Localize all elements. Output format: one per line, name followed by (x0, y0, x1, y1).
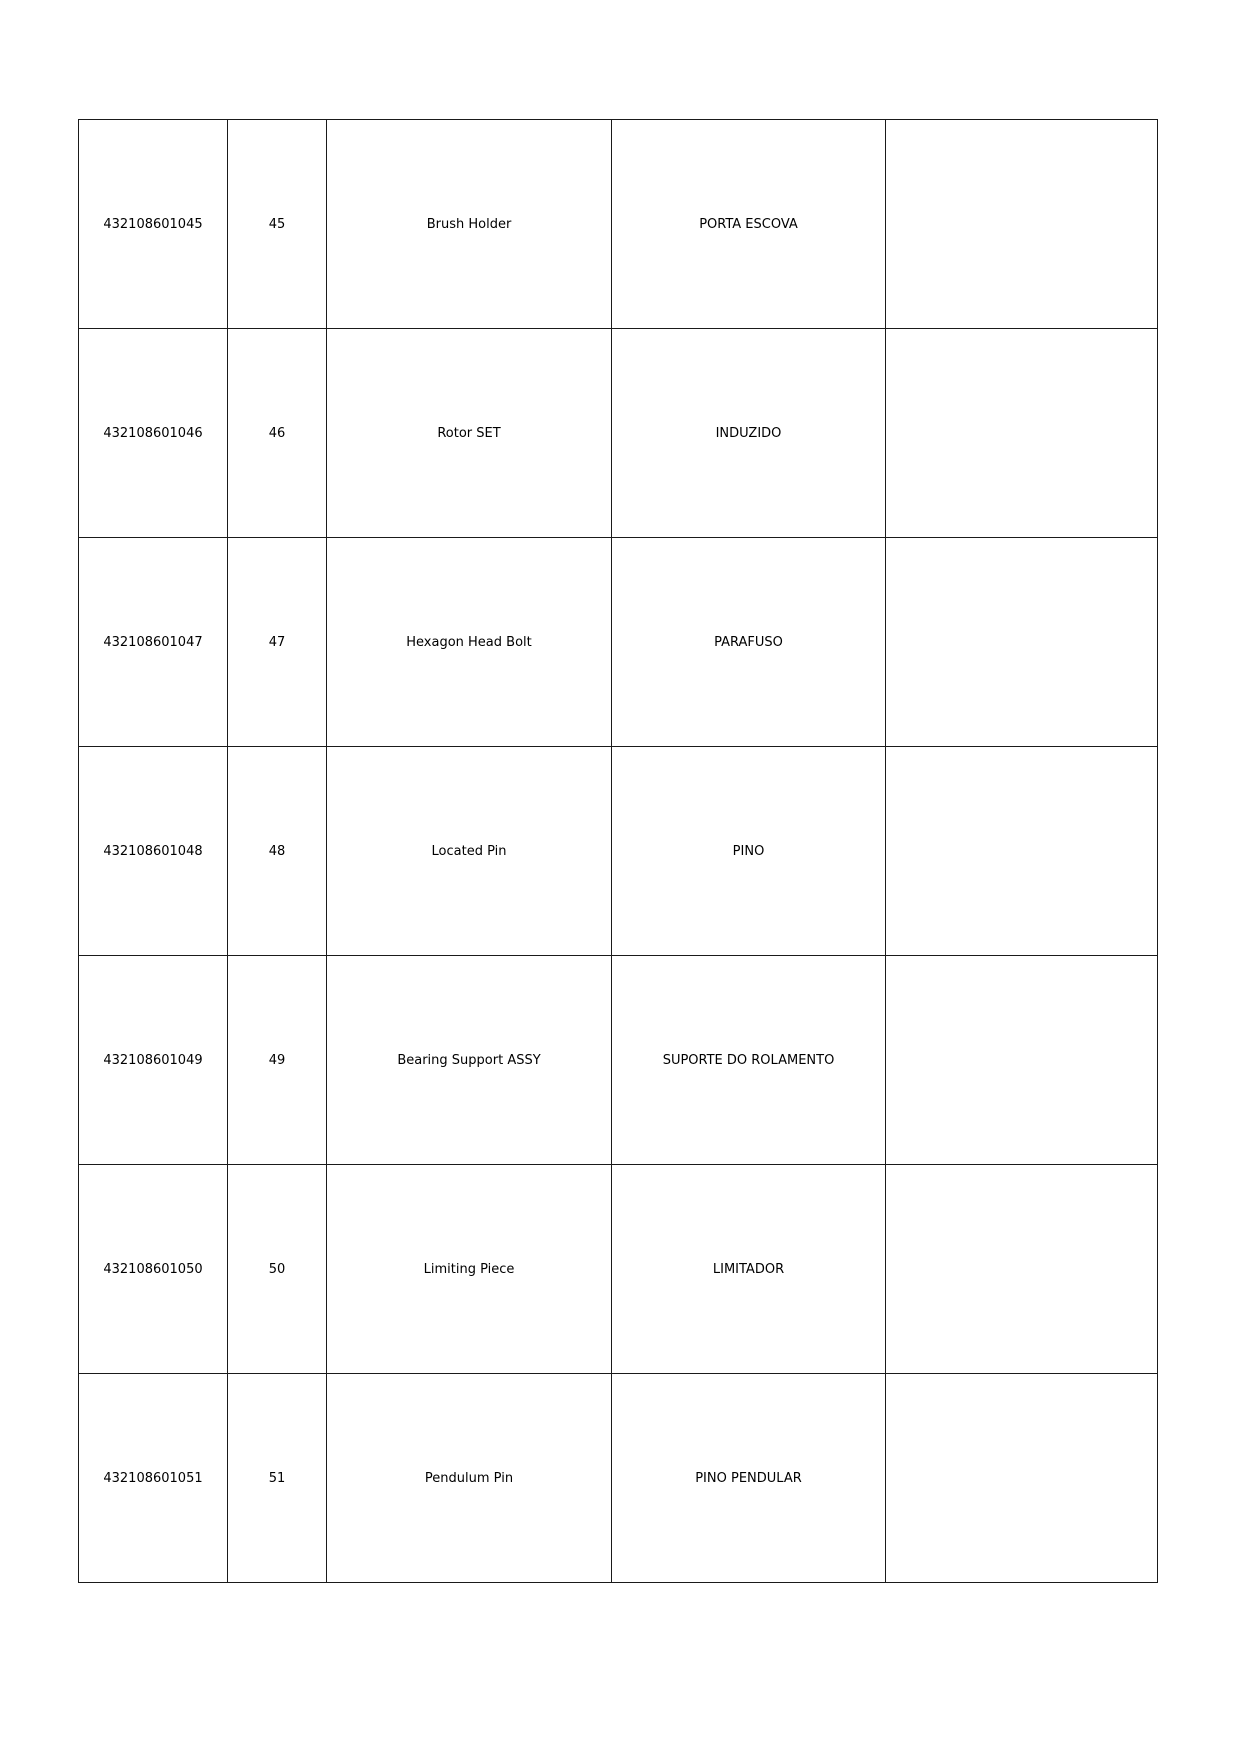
blank-cell (886, 1165, 1158, 1374)
part-code-cell: 432108601047 (79, 538, 228, 747)
item-number-cell: 49 (228, 956, 327, 1165)
table-row (79, 538, 1158, 747)
english-name-cell: Pendulum Pin (327, 1374, 612, 1583)
part-code-cell: 432108601046 (79, 329, 228, 538)
english-name-cell: Bearing Support ASSY (327, 956, 612, 1165)
english-name-cell: Limiting Piece (327, 1165, 612, 1374)
blank-cell (886, 956, 1158, 1165)
item-number-cell: 45 (228, 120, 327, 329)
part-code-cell: 432108601049 (79, 956, 228, 1165)
table-row (79, 120, 1158, 329)
item-number-cell: 46 (228, 329, 327, 538)
blank-cell (886, 1374, 1158, 1583)
table-row (79, 1374, 1158, 1583)
blank-cell (886, 538, 1158, 747)
item-number-cell: 48 (228, 747, 327, 956)
parts-table (78, 119, 1158, 1583)
item-number-cell: 51 (228, 1374, 327, 1583)
table-row (79, 329, 1158, 538)
item-number-cell: 47 (228, 538, 327, 747)
portuguese-name-cell: PINO (612, 747, 886, 956)
part-code-cell: 432108601051 (79, 1374, 228, 1583)
part-code-cell: 432108601050 (79, 1165, 228, 1374)
blank-cell (886, 747, 1158, 956)
portuguese-name-cell: LIMITADOR (612, 1165, 886, 1374)
table-row (79, 1165, 1158, 1374)
english-name-cell: Rotor SET (327, 329, 612, 538)
part-code-cell: 432108601045 (79, 120, 228, 329)
portuguese-name-cell: PARAFUSO (612, 538, 886, 747)
item-number-cell: 50 (228, 1165, 327, 1374)
blank-cell (886, 120, 1158, 329)
english-name-cell: Located Pin (327, 747, 612, 956)
portuguese-name-cell: SUPORTE DO ROLAMENTO (612, 956, 886, 1165)
part-code-cell: 432108601048 (79, 747, 228, 956)
blank-cell (886, 329, 1158, 538)
portuguese-name-cell: PORTA ESCOVA (612, 120, 886, 329)
english-name-cell: Hexagon Head Bolt (327, 538, 612, 747)
portuguese-name-cell: INDUZIDO (612, 329, 886, 538)
table-row (79, 747, 1158, 956)
table-row (79, 956, 1158, 1165)
portuguese-name-cell: PINO PENDULAR (612, 1374, 886, 1583)
english-name-cell: Brush Holder (327, 120, 612, 329)
